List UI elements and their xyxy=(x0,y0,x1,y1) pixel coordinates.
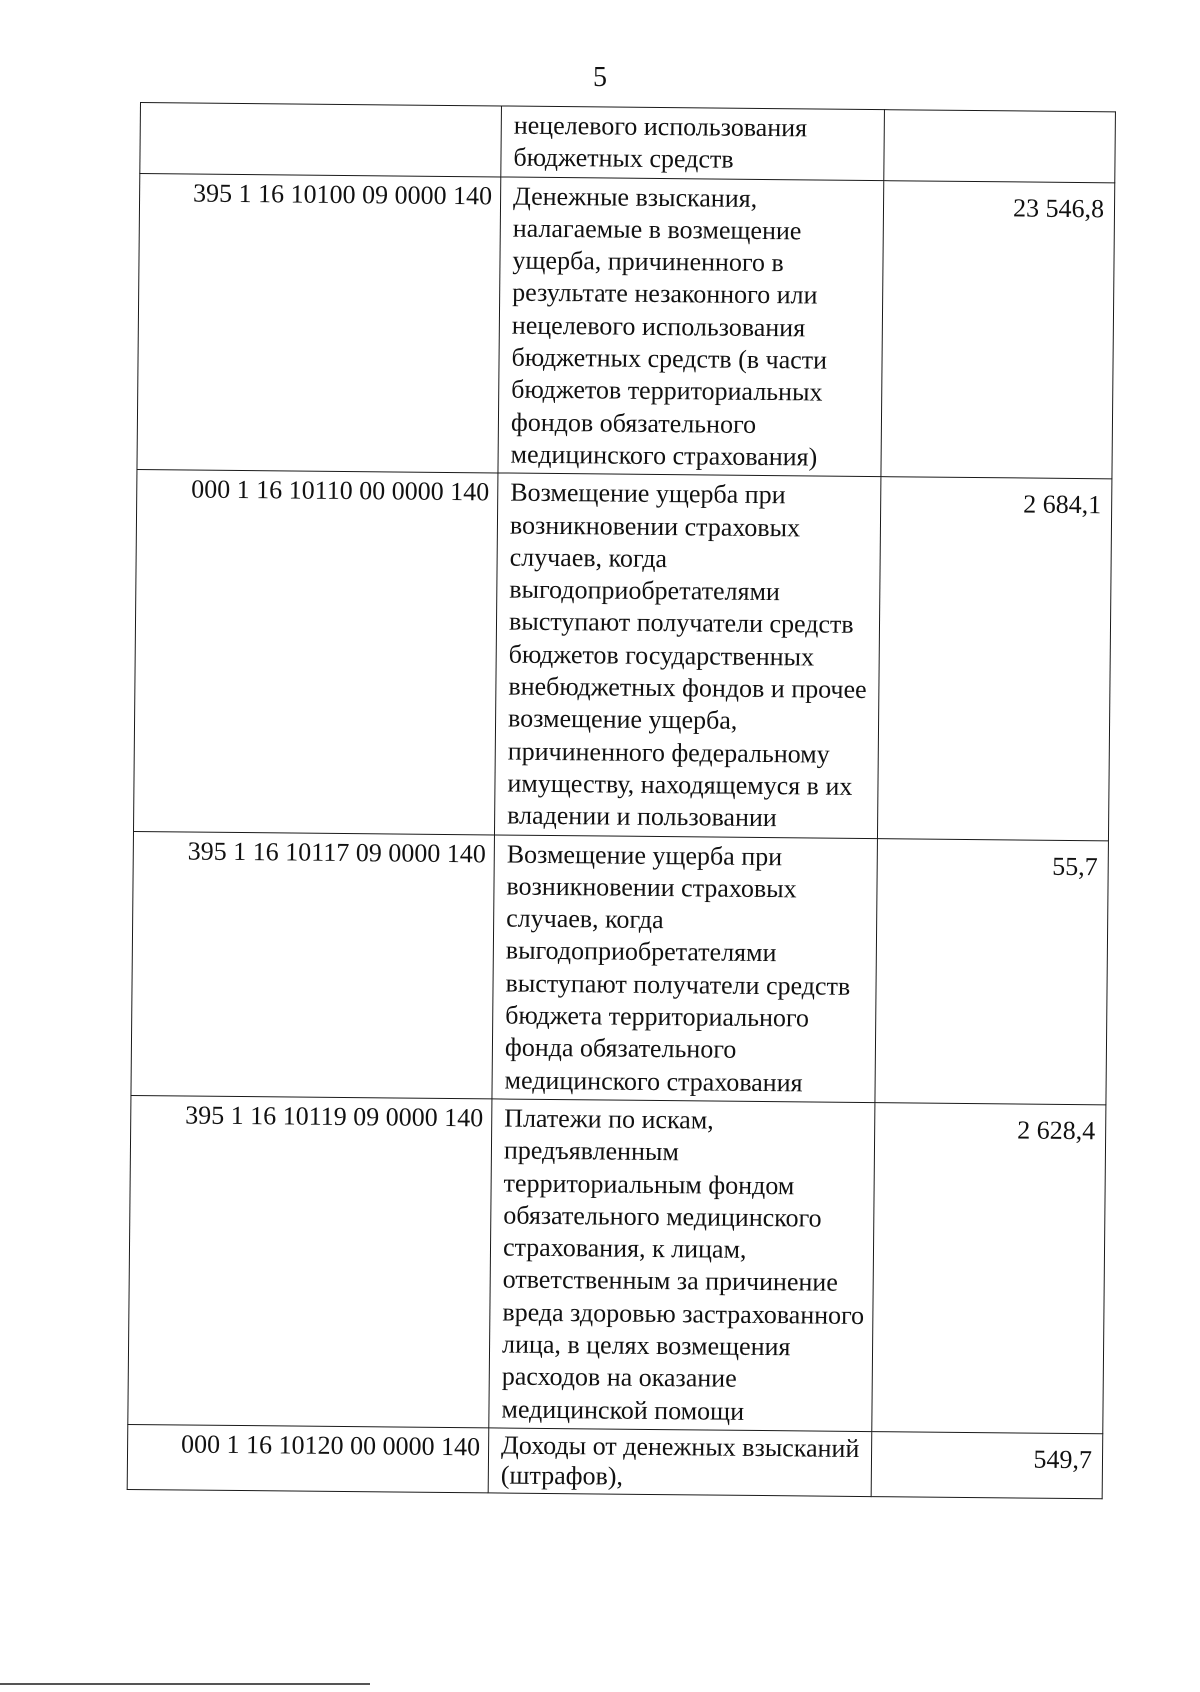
budget-code-cell: 395 1 16 10119 09 0000 140 xyxy=(128,1095,492,1427)
amount-cell: 2 628,4 xyxy=(872,1103,1106,1434)
table-row xyxy=(131,831,1108,1105)
description-cell: Денежные взыскания, налагаемые в возмещение ущерба, причиненного в результате незаконного или нецелевого использования бюджетных средств (в части бюджетов территориальных фондов обязательного медицинского страхования) xyxy=(498,177,884,477)
description-cell: Доходы от денежных взысканий (штрафов), xyxy=(488,1428,872,1497)
description-cell: Возмещение ущерба при возникновении страховых случаев, когда выгодоприобретателями выступают получатели средств бюджетов государственных внебюджетных фондов и прочее возмещение ущерба, причиненного федеральному имуществу, находящемуся в их владении и пользовании xyxy=(494,473,880,838)
amount-cell xyxy=(884,110,1116,183)
budget-code-cell: 395 1 16 10117 09 0000 140 xyxy=(131,831,495,1099)
table-row xyxy=(127,1424,1103,1498)
budget-code-cell: 000 1 16 10120 00 0000 140 xyxy=(127,1424,489,1492)
description-cell: нецелевого использования бюджетных средств xyxy=(501,106,885,180)
amount-cell: 55,7 xyxy=(875,838,1109,1105)
page-number: 5 xyxy=(593,62,607,93)
table-row xyxy=(134,470,1112,841)
budget-code-cell: 395 1 16 10100 09 0000 140 xyxy=(137,173,501,473)
amount-cell: 549,7 xyxy=(871,1431,1103,1498)
description-cell: Возмещение ущерба при возникновении страховых случаев, когда выгодоприобретателями выступают получатели средств бюджета территориального фонда обязательного медицинского страхования xyxy=(492,834,878,1102)
amount-cell: 2 684,1 xyxy=(877,477,1111,840)
budget-revenue-table xyxy=(127,102,1116,1499)
table-row xyxy=(140,103,1116,183)
budget-code-cell xyxy=(140,103,502,177)
table-row xyxy=(128,1095,1106,1433)
amount-cell: 23 546,8 xyxy=(881,180,1115,479)
budget-code-cell: 000 1 16 10110 00 0000 140 xyxy=(134,470,498,835)
description-cell: Платежи по искам, предъявленным территориальным фондом обязательного медицинского страхования, к лицам, ответственным за причинение вреда здоровью застрахованного лица, в целях возмещения расходов на оказание медицинской помощи xyxy=(489,1099,875,1432)
table-row xyxy=(137,173,1115,479)
footer-rule xyxy=(0,1683,370,1685)
